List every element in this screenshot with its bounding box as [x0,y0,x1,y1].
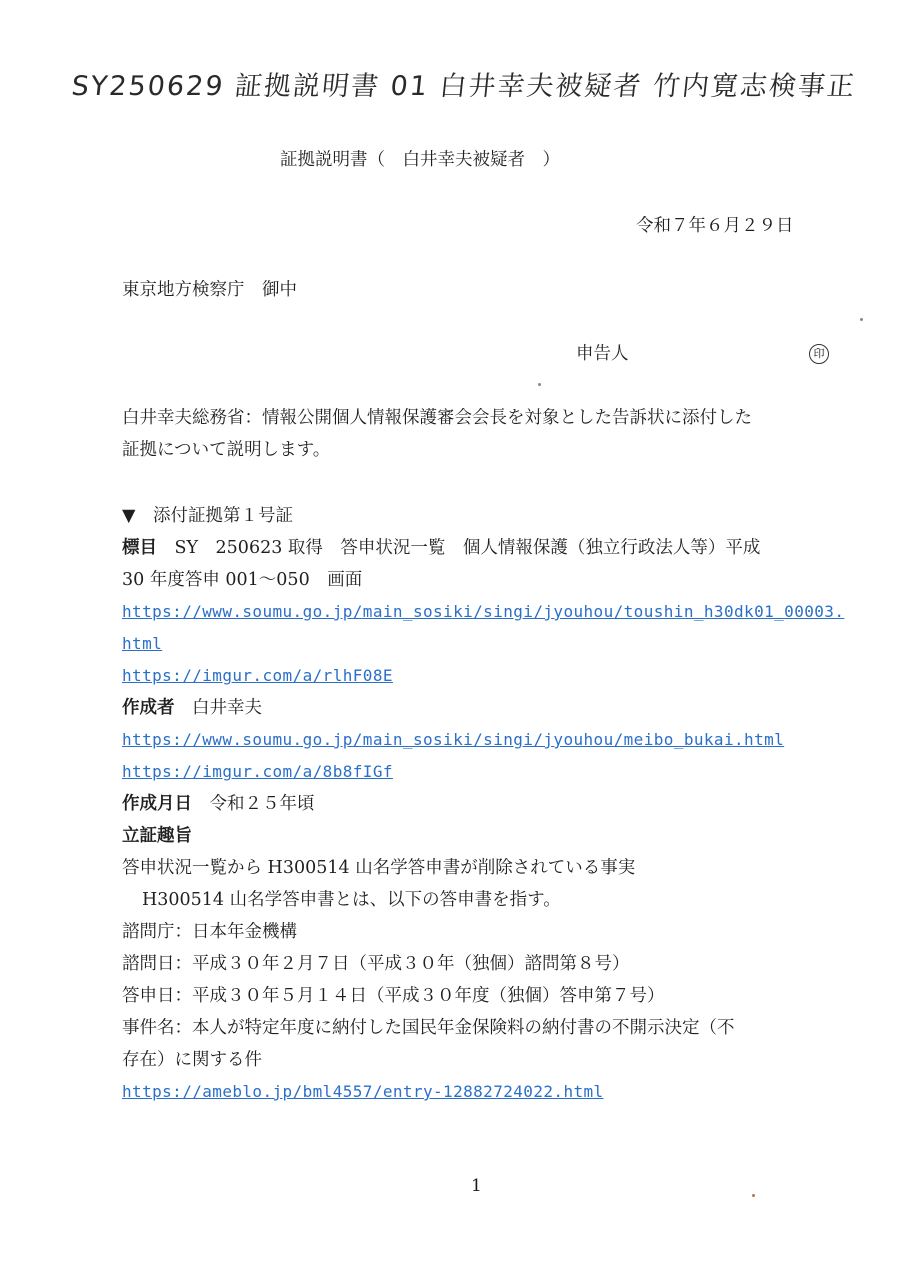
declarant-label: 申告人 [576,344,629,364]
scan-speck [860,318,863,321]
case-name-line-1: 事件名：本人が特定年度に納付した国民年金保険料の納付書の不開示決定（不 [122,1018,735,1038]
purpose-line-1: 答申状況一覧から H300514 山名学答申書が削除されている事実 [122,858,636,878]
evidence-title-label: 標目 [122,538,157,558]
document-title: 証拠説明書（ 白井幸夫被疑者 ） [280,150,560,170]
report-date: 答申日：平成３０年５月１４日（平成３０年度（独個）答申第７号） [122,986,665,1006]
intro-line-2: 証拠について説明します。 [122,440,331,460]
case-name-line-2: 存在）に関する件 [122,1050,262,1070]
creation-date-label: 作成月日 [122,794,192,814]
scan-speck [752,1194,755,1197]
page-number: 1 [471,1176,482,1196]
link-toushin-line1[interactable]: https://www.soumu.go.jp/main_sosiki/singi/jyouhou/toushin_h30dk01_00003. [122,602,845,621]
recipient: 東京地方検察庁 御中 [122,280,297,300]
creation-date-value: 令和２５年頃 [209,794,315,814]
intro-line-1: 白井幸夫総務省：情報公開個人情報保護審会会長を対象とした告訴状に添付した [122,408,752,428]
document-date: 令和７年６月２９日 [636,216,794,236]
author-value: 白井幸夫 [192,698,262,718]
creation-date-row [122,792,315,816]
author-row [122,696,262,720]
evidence-heading: ▼ 添付証拠第１号証 [122,506,293,526]
link-toushin-line2[interactable]: html [122,634,163,653]
purpose-line-2: H300514 山名学答申書とは、以下の答申書を指す。 [142,890,561,910]
author-label: 作成者 [122,698,175,718]
handwritten-annotation: SY250629 証拠説明書 01 白井幸夫被疑者 竹内寛志検事正 [70,71,858,102]
purpose-label: 立証趣旨 [122,826,192,846]
seal-mark: 印 [809,344,829,364]
link-ameblo[interactable]: https://ameblo.jp/bml4557/entry-12882724022.html [122,1082,604,1101]
link-meibo[interactable]: https://www.soumu.go.jp/main_sosiki/singi/jyouhou/meibo_bukai.html [122,730,785,749]
link-imgur-2[interactable]: https://imgur.com/a/8b8fIGf [122,762,393,781]
link-imgur-1[interactable]: https://imgur.com/a/rlhF08E [122,666,393,685]
scan-speck [538,383,541,386]
inquiry-date: 諮問日：平成３０年２月７日（平成３０年（独個）諮問第８号） [122,954,630,974]
inquiry-agency: 諮問庁：日本年金機構 [122,922,297,942]
evidence-title-value-cont: 30 年度答申 001～050 画面 [122,570,363,590]
evidence-title-row [122,536,760,560]
evidence-title-value: SY 250623 取得 答申状況一覧 個人情報保護（独立行政法人等）平成 [174,538,761,558]
